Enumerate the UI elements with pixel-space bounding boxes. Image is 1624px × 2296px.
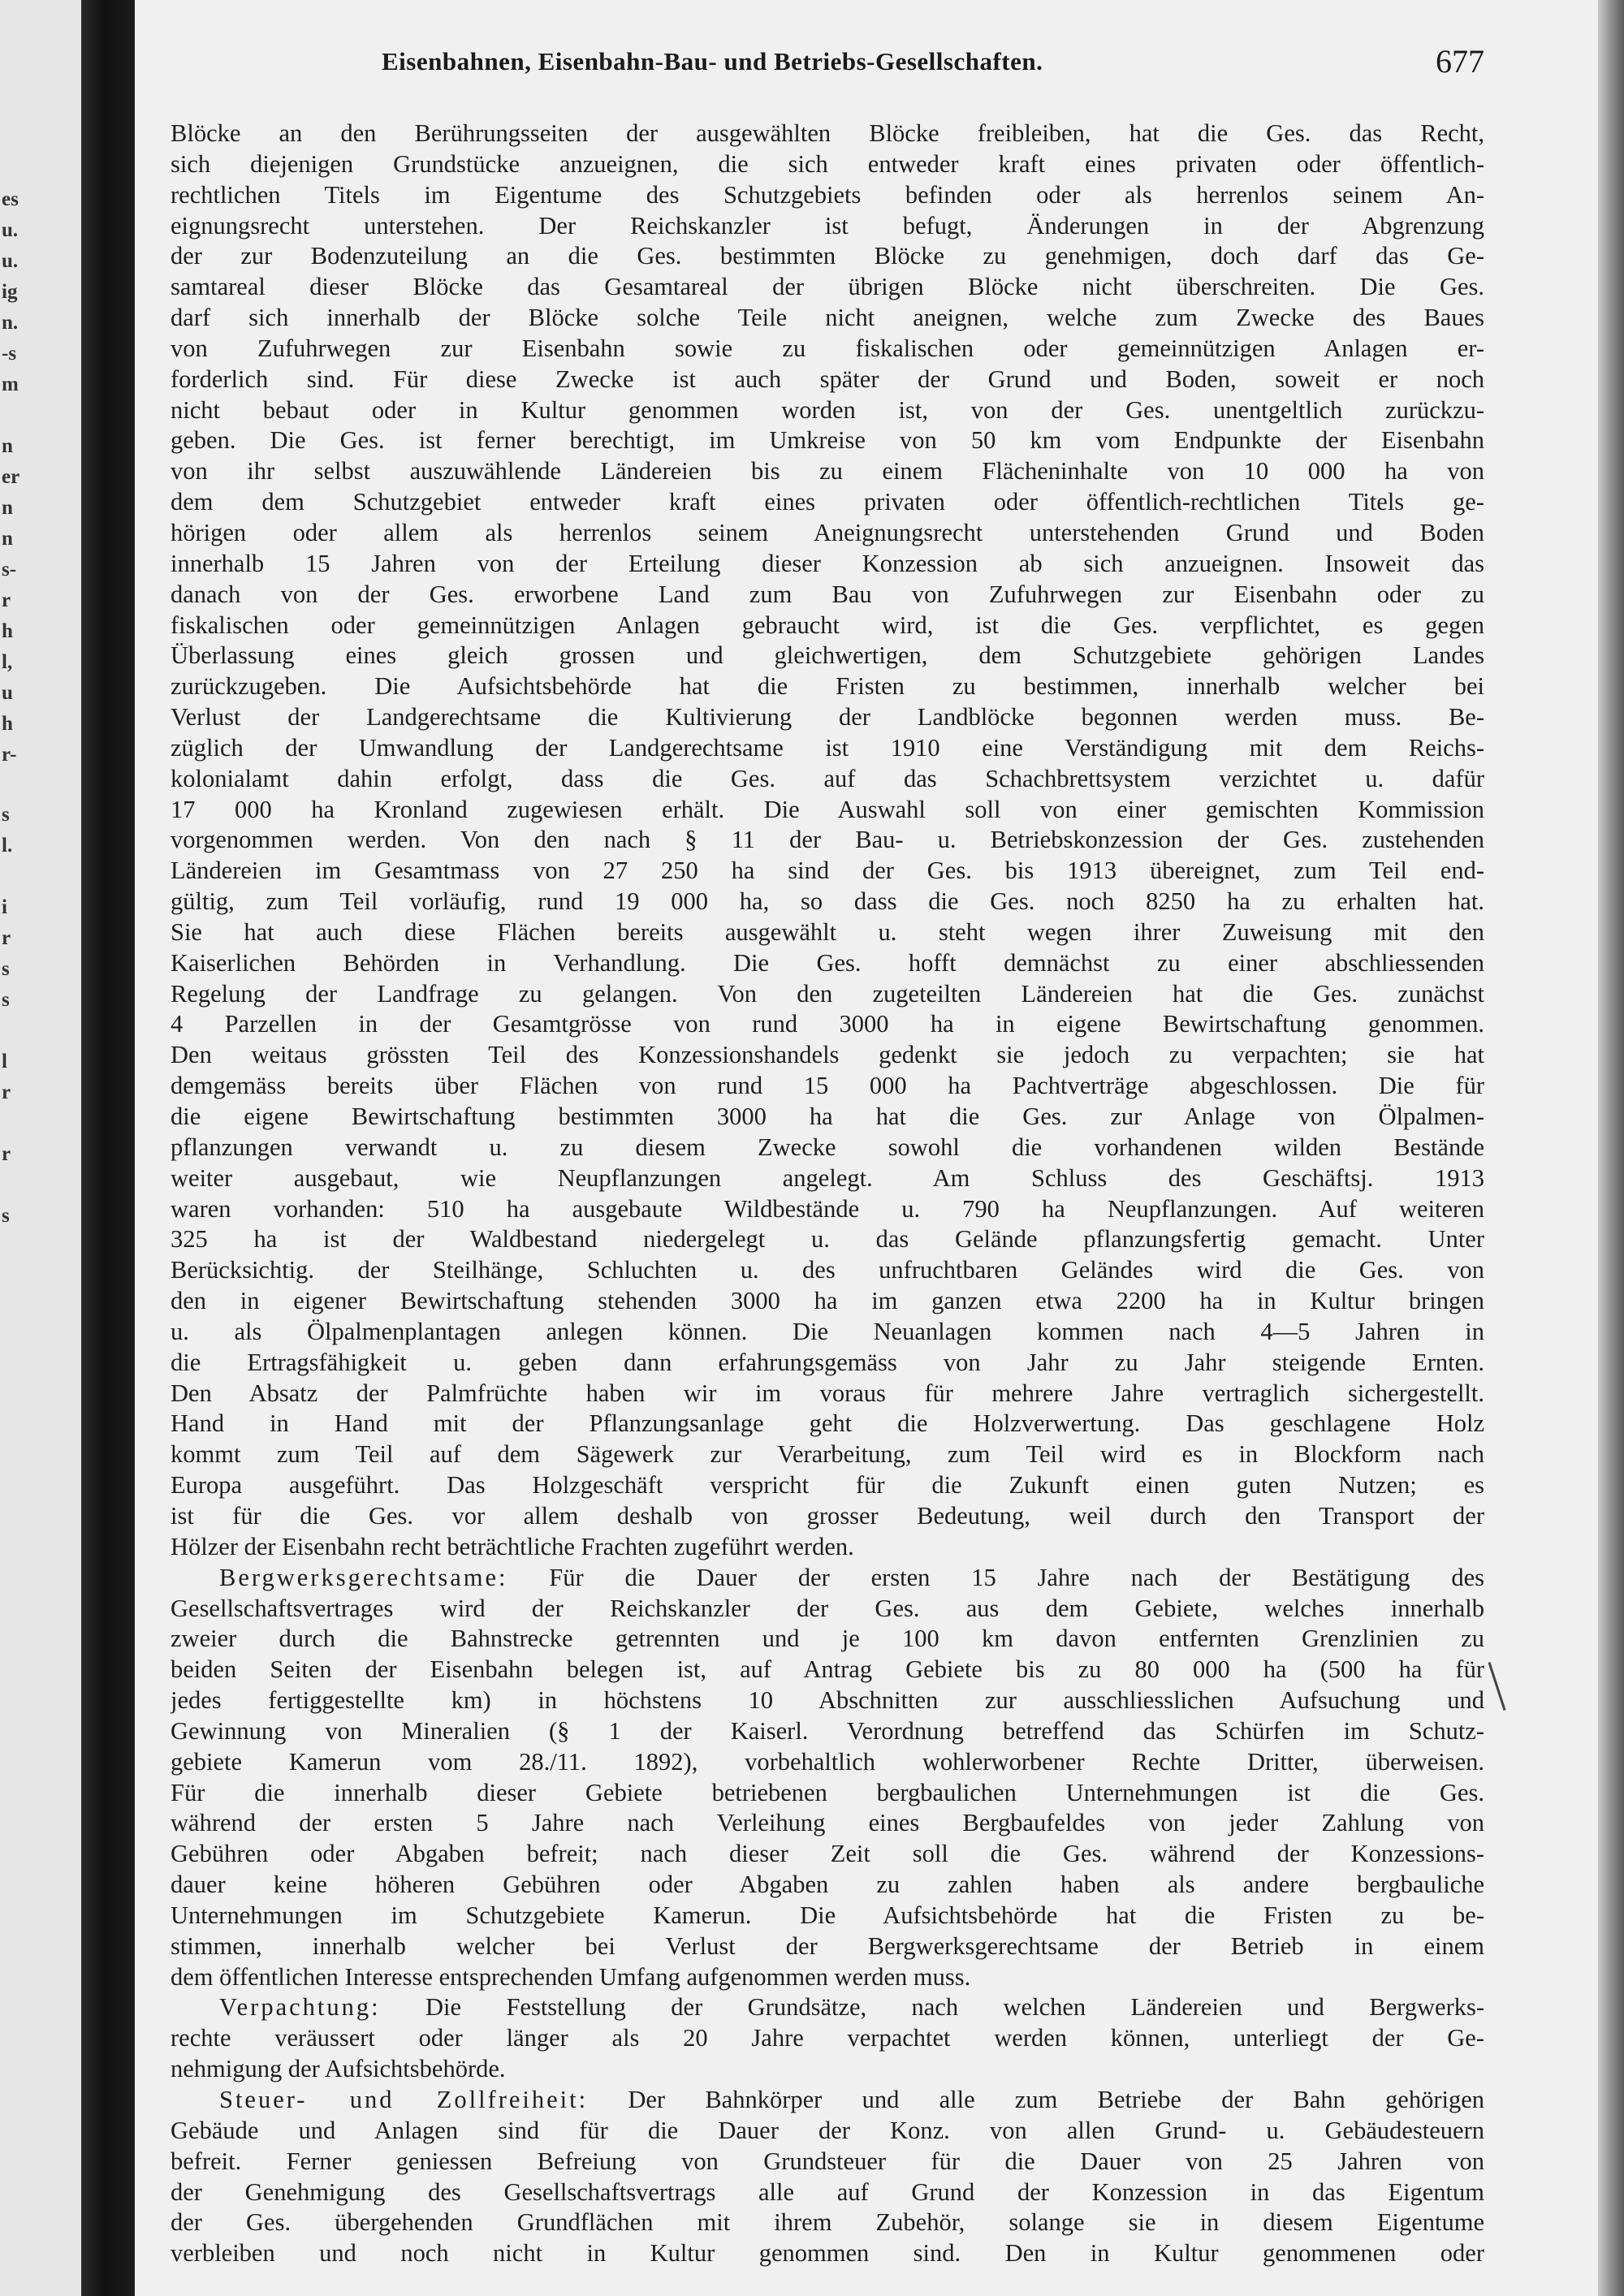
text-line: forderlich sind. Für diese Zwecke ist auch später der Grund und Boden, soweit er noch xyxy=(171,365,1484,393)
text-line: waren vorhanden: 510 ha ausgebaute Wildbestände u. 790 ha Neupflanzungen. Auf weiteren xyxy=(171,1194,1484,1223)
facing-page-text-fragment: n xyxy=(2,435,13,457)
text-line: Blöcke an den Berührungsseiten der ausgewählten Blöcke freibleiben, hat die Ges. das Recht, xyxy=(171,119,1484,147)
text-line: dem öffentlichen Interesse entsprechenden Umfang aufgenommen werden muss. xyxy=(171,1962,971,1991)
section-heading: Bergwerksgerechtsame: xyxy=(219,1563,508,1591)
paragraph xyxy=(171,1563,1484,1993)
text-line: kommt zum Teil auf dem Sägewerk zur Verarbeitung, zum Teil wird es in Blockform nach xyxy=(171,1440,1484,1469)
facing-page-text-fragment: r xyxy=(2,1143,11,1165)
text-line: Überlassung eines gleich grossen und gleichwertigen, dem Schutzgebiete gehörigen Landes xyxy=(171,641,1484,670)
text-line: Kaiserlichen Behörden in Verhandlung. Die Ges. hofft demnächst zu einer abschliessenden xyxy=(171,948,1484,977)
text-line: gebiete Kamerun vom 28./11. 1892), vorbehaltlich wohlerworbener Rechte Dritter, überweisen. xyxy=(171,1747,1484,1776)
text-line: Für die innerhalb dieser Gebiete betriebenen bergbaulichen Unternehmungen ist die Ges. xyxy=(171,1778,1484,1806)
facing-page-text-fragment: h xyxy=(2,713,13,735)
facing-page-text-fragment: n xyxy=(2,528,13,550)
facing-page-edge xyxy=(0,0,81,2296)
text-line: ist für die Ges. vor allem deshalb von grosser Bedeutung, weil durch den Transport der xyxy=(171,1501,1484,1530)
text-line: zweier durch die Bahnstrecke getrennten und je 100 km davon entfernten Grenzlinien zu xyxy=(171,1625,1484,1653)
paragraph xyxy=(171,2085,1484,2269)
text-line: weiter ausgebaut, wie Neupflanzungen angelegt. Am Schluss des Geschäftsj. 1913 xyxy=(171,1163,1484,1192)
text-line: eignungsrecht unterstehen. Der Reichskanzler ist befugt, Änderungen in der Abgrenzung xyxy=(171,211,1484,240)
text-line: zurückzugeben. Die Aufsichtsbehörde hat die Fristen zu bestimmen, innerhalb welcher bei xyxy=(171,672,1484,701)
text-line: von Zufuhrwegen zur Eisenbahn sowie zu fiskalischen oder gemeinnützigen Anlagen er- xyxy=(171,334,1484,362)
facing-page-text-fragment: ig xyxy=(2,281,18,303)
text-line: der Genehmigung des Gesellschaftsvertrags alle auf Grund der Konzession in das Eigentum xyxy=(171,2177,1484,2206)
text-line: 4 Parzellen in der Gesamtgrösse von rund 3000 ha in eigene Bewirtschaftung genommen. xyxy=(171,1010,1484,1038)
facing-page-text-fragment: l xyxy=(2,1051,7,1072)
text-line: züglich der Umwandlung der Landgerechtsame ist 1910 eine Verständigung mit dem Reichs- xyxy=(171,733,1484,762)
text-line: Gewinnung von Mineralien (§ 1 der Kaiserl. Verordnung betreffend das Schürfen im Schutz- xyxy=(171,1716,1484,1745)
text-line: dem dem Schutzgebiet entweder kraft eines privaten oder öffentlich-rechtlichen Titels ge- xyxy=(171,488,1484,516)
text-line: verbleiben und noch nicht in Kultur genommen sind. Den in Kultur genommenen oder xyxy=(171,2239,1484,2268)
text-line: stimmen, innerhalb welcher bei Verlust der Bergwerksgerechtsame der Betrieb in einem xyxy=(171,1931,1484,1960)
text-line: sich diejenigen Grundstücke anzueignen, die sich entweder kraft eines privaten oder öffentlich- xyxy=(171,149,1484,178)
text-line: die Ertragsfähigkeit u. geben dann erfahrungsgemäss von Jahr zu Jahr steigende Ernten. xyxy=(171,1348,1484,1376)
text-line xyxy=(171,1992,1484,2023)
text-line-content: Der Bahnkörper und alle zum Betriebe der Bahn gehörigen xyxy=(588,2086,1484,2113)
body-text xyxy=(171,119,1484,2269)
facing-page-text-fragment: r xyxy=(2,1081,11,1103)
section-heading: Verpachtung: xyxy=(219,1993,381,2022)
text-line: gültig, zum Teil vorläufig, rund 19 000 ha, so dass die Ges. noch 8250 ha zu erhalten hat. xyxy=(171,887,1484,916)
text-line-content: Die Feststellung der Grundsätze, nach welchen Ländereien und Bergwerks- xyxy=(380,1993,1484,2022)
text-line: Hölzer der Eisenbahn recht beträchtliche Frachten zugeführt werden. xyxy=(171,1532,854,1560)
facing-page-text-fragment: er xyxy=(2,466,20,488)
text-line: vorgenommen werden. Von den nach § 11 der Bau- u. Betriebskonzession der Ges. zustehenden xyxy=(171,826,1484,854)
section-heading: Steuer- und Zollfreiheit: xyxy=(219,2086,589,2113)
text-line: Ländereien im Gesamtmass von 27 250 ha sind der Ges. bis 1913 übereignet, zum Teil end- xyxy=(171,857,1484,885)
text-line: fiskalischen oder gemeinnützigen Anlagen gebraucht wird, ist die Ges. verpflichtet, es gegen xyxy=(171,611,1484,639)
text-line: Den Absatz der Palmfrüchte haben wir im voraus für mehrere Jahre vertraglich sichergestellt. xyxy=(171,1379,1484,1407)
facing-page-text-fragment: m xyxy=(2,373,19,395)
facing-page-text-fragment: s xyxy=(2,1205,10,1227)
facing-page-text-fragment: u. xyxy=(2,219,19,241)
text-line: Gesellschaftsvertrages wird der Reichskanzler der Ges. aus dem Gebiete, welches innerhalb xyxy=(171,1594,1484,1622)
facing-page-text-fragment: r- xyxy=(2,744,17,766)
facing-page-text-fragment: s xyxy=(2,989,10,1011)
facing-page-text-fragment: -s xyxy=(2,343,17,365)
text-line: nehmigung der Aufsichtsbehörde. xyxy=(171,2055,506,2083)
text-line: Gebäude und Anlagen sind für die Dauer der Konz. von allen Grund- u. Gebäudesteuern xyxy=(171,2116,1484,2144)
text-line: von ihr selbst auszuwählende Ländereien bis zu einem Flächeninhalte von 10 000 ha von xyxy=(171,457,1484,486)
page-header xyxy=(268,42,1484,91)
facing-page-text-fragment: u xyxy=(2,682,13,704)
facing-page-text-fragment: n. xyxy=(2,312,19,334)
text-line: nicht bebaut oder in Kultur genommen worden ist, von der Ges. unentgeltlich zurückzu- xyxy=(171,395,1484,424)
facing-page-text-fragment: u. xyxy=(2,250,19,272)
facing-page-text-fragment: r xyxy=(2,927,11,949)
text-line: 325 ha ist der Waldbestand niedergelegt u. das Gelände pflanzungsfertig gemacht. Unter xyxy=(171,1225,1484,1254)
text-line: befreit. Ferner geniessen Befreiung von Grundsteuer für die Dauer von 25 Jahren von xyxy=(171,2147,1484,2175)
facing-page-text-fragment: s xyxy=(2,804,10,826)
paragraph xyxy=(171,1992,1484,2085)
text-line: Berücksichtig. der Steilhänge, Schluchten u. des unfruchtbaren Geländes wird die Ges. von xyxy=(171,1256,1484,1284)
text-line: dauer keine höheren Gebühren oder Abgaben zu zahlen haben als andere bergbauliche xyxy=(171,1871,1484,1899)
text-line: Regelung der Landfrage zu gelangen. Von den zugeteilten Ländereien hat die Ges. zunächst xyxy=(171,979,1484,1008)
facing-page-text-fragment: s- xyxy=(2,559,17,580)
text-line: jedes fertiggestellte km) in höchstens 10 Abschnitten zur ausschliesslichen Aufsuchung und xyxy=(171,1686,1484,1715)
text-line: Gebühren oder Abgaben befreit; nach dieser Zeit soll die Ges. während der Konzessions- xyxy=(171,1840,1484,1868)
text-line: Hand in Hand mit der Pflanzungsanlage geht die Holzverwertung. Das geschlagene Holz xyxy=(171,1409,1484,1438)
text-line: Europa ausgeführt. Das Holzgeschäft verspricht für die Zukunft einen guten Nutzen; es xyxy=(171,1471,1484,1500)
text-line: danach von der Ges. erworbene Land zum Bau von Zufuhrwegen zur Eisenbahn oder zu xyxy=(171,580,1484,608)
text-line: der Ges. übergehenden Grundflächen mit ihrem Zubehör, solange sie in diesem Eigentume xyxy=(171,2208,1484,2237)
text-line xyxy=(171,1563,1484,1594)
text-line: u. als Ölpalmenplantagen anlegen können. Die Neuanlagen kommen nach 4—5 Jahren in xyxy=(171,1317,1484,1345)
running-head: Eisenbahnen, Eisenbahn-Bau- und Betriebs-Gesellschaften. xyxy=(382,47,1043,76)
paragraph xyxy=(171,119,1484,1563)
text-line-content: Für die Dauer der ersten 15 Jahre nach der Bestätigung des xyxy=(508,1563,1484,1591)
text-line: der zur Bodenzuteilung an die Ges. bestimmten Blöcke zu genehmigen, doch darf das Ge- xyxy=(171,242,1484,270)
text-line: darf sich innerhalb der Blöcke solche Teile nicht aneignen, welche zum Zwecke des Baues xyxy=(171,304,1484,332)
text-line: Den weitaus grössten Teil des Konzessionshandels gedenkt sie jedoch zu verpachten; sie hat xyxy=(171,1041,1484,1069)
text-line: die eigene Bewirtschaftung bestimmten 3000 ha hat die Ges. zur Anlage von Ölpalmen- xyxy=(171,1103,1484,1130)
text-line: 17 000 ha Kronland zugewiesen erhält. Die Auswahl soll von einer gemischten Kommission xyxy=(171,795,1484,823)
facing-page-text-fragment: h xyxy=(2,620,13,642)
facing-page-text-fragment: i xyxy=(2,896,7,918)
text-line: geben. Die Ges. ist ferner berechtigt, im Umkreise von 50 km vom Endpunkte der Eisenbahn xyxy=(171,426,1484,455)
facing-page-text-fragment: es xyxy=(2,188,19,210)
text-line: Unternehmungen im Schutzgebiete Kamerun. Die Aufsichtsbehörde hat die Fristen zu be- xyxy=(171,1901,1484,1929)
text-line: hörigen oder allem als herrenlos seinem Aneignungsrecht unterstehenden Grund und Boden xyxy=(171,518,1484,546)
facing-page-text-fragment: n xyxy=(2,497,13,519)
text-line: demgemäss bereits über Flächen von rund 15 000 ha Pachtverträge abgeschlossen. Die für xyxy=(171,1072,1484,1100)
facing-page-text-fragment: l, xyxy=(2,651,13,673)
page-right-edge-shadow xyxy=(1598,0,1624,2296)
text-line: innerhalb 15 Jahren von der Erteilung dieser Konzession ab sich anzueignen. Insoweit das xyxy=(171,549,1484,577)
text-line: während der ersten 5 Jahre nach Verleihung eines Bergbaufeldes von jeder Zahlung von xyxy=(171,1809,1484,1837)
facing-page-text-fragment: r xyxy=(2,589,11,611)
page-number: 677 xyxy=(1436,43,1484,80)
facing-page-text-fragment: s xyxy=(2,958,10,980)
text-line: rechte veräussert oder länger als 20 Jahre verpachtet werden können, unterliegt der Ge- xyxy=(171,2024,1484,2052)
text-line: Sie hat auch diese Flächen bereits ausgewählt u. steht wegen ihrer Zuweisung mit den xyxy=(171,917,1484,946)
text-line: pflanzungen verwandt u. zu diesem Zwecke sowohl die vorhandenen wilden Bestände xyxy=(171,1133,1484,1161)
facing-page-text-fragment: l. xyxy=(2,835,13,857)
text-line: den in eigener Bewirtschaftung stehenden 3000 ha im ganzen etwa 2200 ha in Kultur bringen xyxy=(171,1287,1484,1315)
book-spine-shadow xyxy=(81,0,135,2296)
text-line: Verlust der Landgerechtsame die Kultivierung der Landblöcke begonnen werden muss. Be- xyxy=(171,703,1484,732)
text-line: kolonialamt dahin erfolgt, dass die Ges. auf das Schachbrettsystem verzichtet u. dafür xyxy=(171,764,1484,792)
text-line: samtareal dieser Blöcke das Gesamtareal der übrigen Blöcke nicht überschreiten. Die Ges. xyxy=(171,273,1484,301)
text-line xyxy=(171,2085,1484,2116)
text-line: beiden Seiten der Eisenbahn belegen ist, auf Antrag Gebiete bis zu 80 000 ha (500 ha für xyxy=(171,1655,1484,1684)
text-line: rechtlichen Titels im Eigentume des Schutzgebiets befinden oder als herrenlos seinem An- xyxy=(171,180,1484,209)
